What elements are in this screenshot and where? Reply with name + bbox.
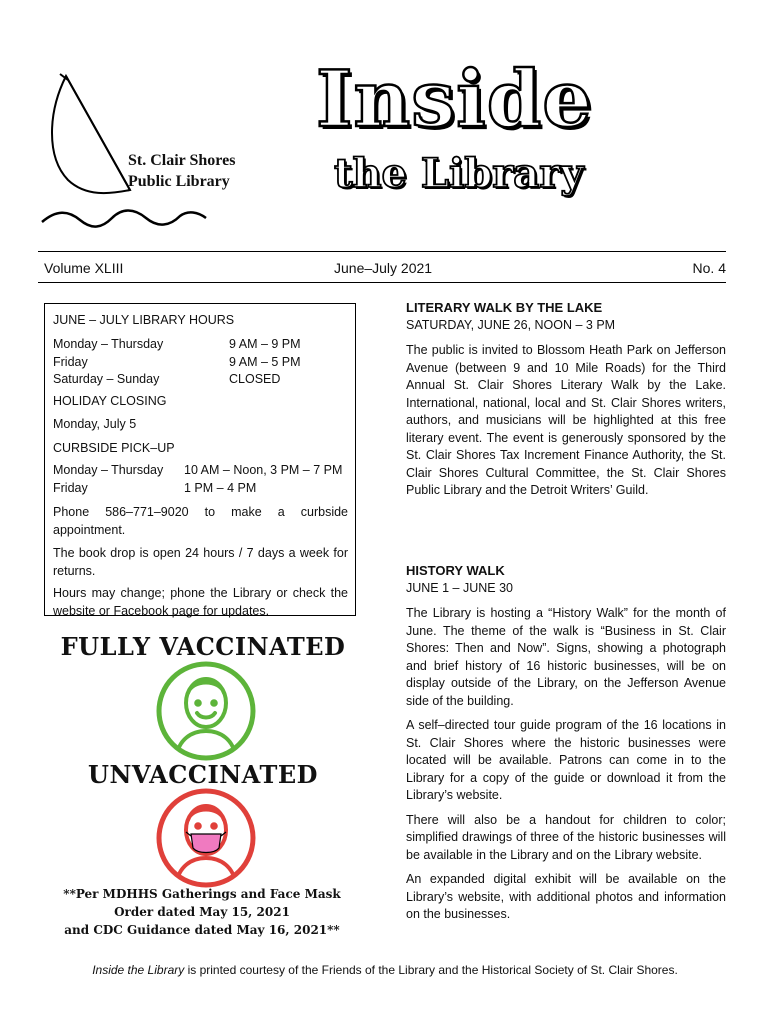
mdhhs-note-line3: and CDC Guidance dated May 16, 2021** <box>64 923 340 937</box>
mdhhs-note-line1: **Per MDHHS Gatherings and Face Mask <box>63 887 341 901</box>
history-walk-article <box>406 562 726 924</box>
footer-title: Inside the Library <box>92 963 185 977</box>
library-name-line2: Public Library <box>128 173 230 190</box>
hours-days: Friday <box>53 354 88 369</box>
issue-number: No. 4 <box>692 260 726 276</box>
history-walk-paragraph: An expanded digital exhibit will be available on the Library’s website, with additional photos and information on the businesses. <box>406 872 726 921</box>
smiling-face-icon <box>154 659 258 763</box>
history-walk-heading: HISTORY WALK <box>406 563 505 578</box>
curbside-days: Monday – Thursday <box>53 463 164 477</box>
masthead-rule <box>38 282 726 283</box>
history-walk-paragraph: There will also be a handout for children to color; simplified drawings of three of the historic businesses will be available in the Library and on the Library website. <box>406 812 726 862</box>
hours-table <box>53 336 348 389</box>
literary-walk-heading: LITERARY WALK BY THE LAKE <box>406 300 603 315</box>
curbside-time: 10 AM – Noon, 3 PM – 7 PM <box>184 463 343 477</box>
hours-change-text: Hours may change; phone the Library or check the website or Facebook page for updates. <box>53 586 348 618</box>
holiday-heading: HOLIDAY CLOSING <box>53 394 167 408</box>
hours-days: Monday – Thursday <box>53 337 164 351</box>
library-name-line1: St. Clair Shores <box>128 152 236 169</box>
footer-credit <box>44 963 726 977</box>
hours-row <box>53 354 348 372</box>
holiday-text: Monday, July 5 <box>53 417 137 431</box>
curbside-heading: CURBSIDE PICK–UP <box>53 441 175 455</box>
newsletter-subtitle: the Library <box>334 150 584 197</box>
volume-label: Volume XLIII <box>44 260 124 276</box>
top-rule <box>38 251 726 252</box>
curbside-row <box>53 462 348 480</box>
history-walk-paragraph: The Library is hosting a “History Walk” for the month of June. The theme of the walk is “Business in St. Clair Shores: Then and Now”. Signs, showing a photograph and brief history of 16 historic businesses, will be on display outside of the Library, on the Jefferson Avenue side of the building. <box>406 606 726 708</box>
hours-days: Saturday – Sunday <box>53 372 160 386</box>
hours-row <box>53 371 348 389</box>
masthead-info <box>44 260 726 276</box>
hours-box <box>44 303 356 616</box>
library-name <box>128 150 235 192</box>
curbside-table <box>53 462 348 497</box>
fully-vaccinated-label: FULLY VACCINATED <box>60 632 346 661</box>
curbside-row <box>53 480 348 498</box>
curbside-days: Friday <box>53 480 88 495</box>
footer-text: is printed courtesy of the Friends of the Library and the Historical Society of St. Clair Shores. <box>184 963 678 977</box>
phone-text: Phone 586–771–9020 to make a curbside appointment. <box>53 505 348 537</box>
newsletter-title: Inside <box>316 54 593 145</box>
issue-date: June–July 2021 <box>334 260 433 276</box>
bookdrop-text: The book drop is open 24 hours / 7 days a week for returns. <box>53 546 348 578</box>
mdhhs-note <box>44 885 360 939</box>
mdhhs-note-line2: Order dated May 15, 2021 <box>114 905 290 919</box>
literary-walk-body: The public is invited to Blossom Heath Park on Jefferson Avenue (between 9 and 10 Mile Roads) for the Third Annual St. Clair Shores Literary Walk by the Lake. International, national, local and St. Clair Shores writers, authors, and musicians will be highlighted at this free literary event. The event is generously sponsored by the St. Clair Shores Tax Increment Finance Authority, the St. Clair Shores Cultural Committee, the St. Clair Shores Public Library and the Detroit Writers’ Guild. <box>406 343 726 497</box>
literary-walk-when: SATURDAY, JUNE 26, NOON – 3 PM <box>406 317 616 332</box>
history-walk-paragraph: A self–directed tour guide program of the 16 locations in St. Clair Shores where the historic businesses were located will be available. Patrons can come in to the Library for a copy of the guide or download it from the Library’s website. <box>406 718 726 802</box>
curbside-time: 1 PM – 4 PM <box>184 480 257 495</box>
history-walk-when: JUNE 1 – JUNE 30 <box>406 580 513 595</box>
hours-row <box>53 336 348 354</box>
unvaccinated-label: UNVACCINATED <box>88 760 318 789</box>
literary-walk-article <box>406 299 726 500</box>
masked-face-icon <box>154 786 258 890</box>
hours-time: 9 AM – 9 PM <box>229 337 301 351</box>
hours-time: CLOSED <box>229 372 281 386</box>
hours-heading: JUNE – JULY LIBRARY HOURS <box>53 313 235 327</box>
hours-time: 9 AM – 5 PM <box>229 354 301 369</box>
